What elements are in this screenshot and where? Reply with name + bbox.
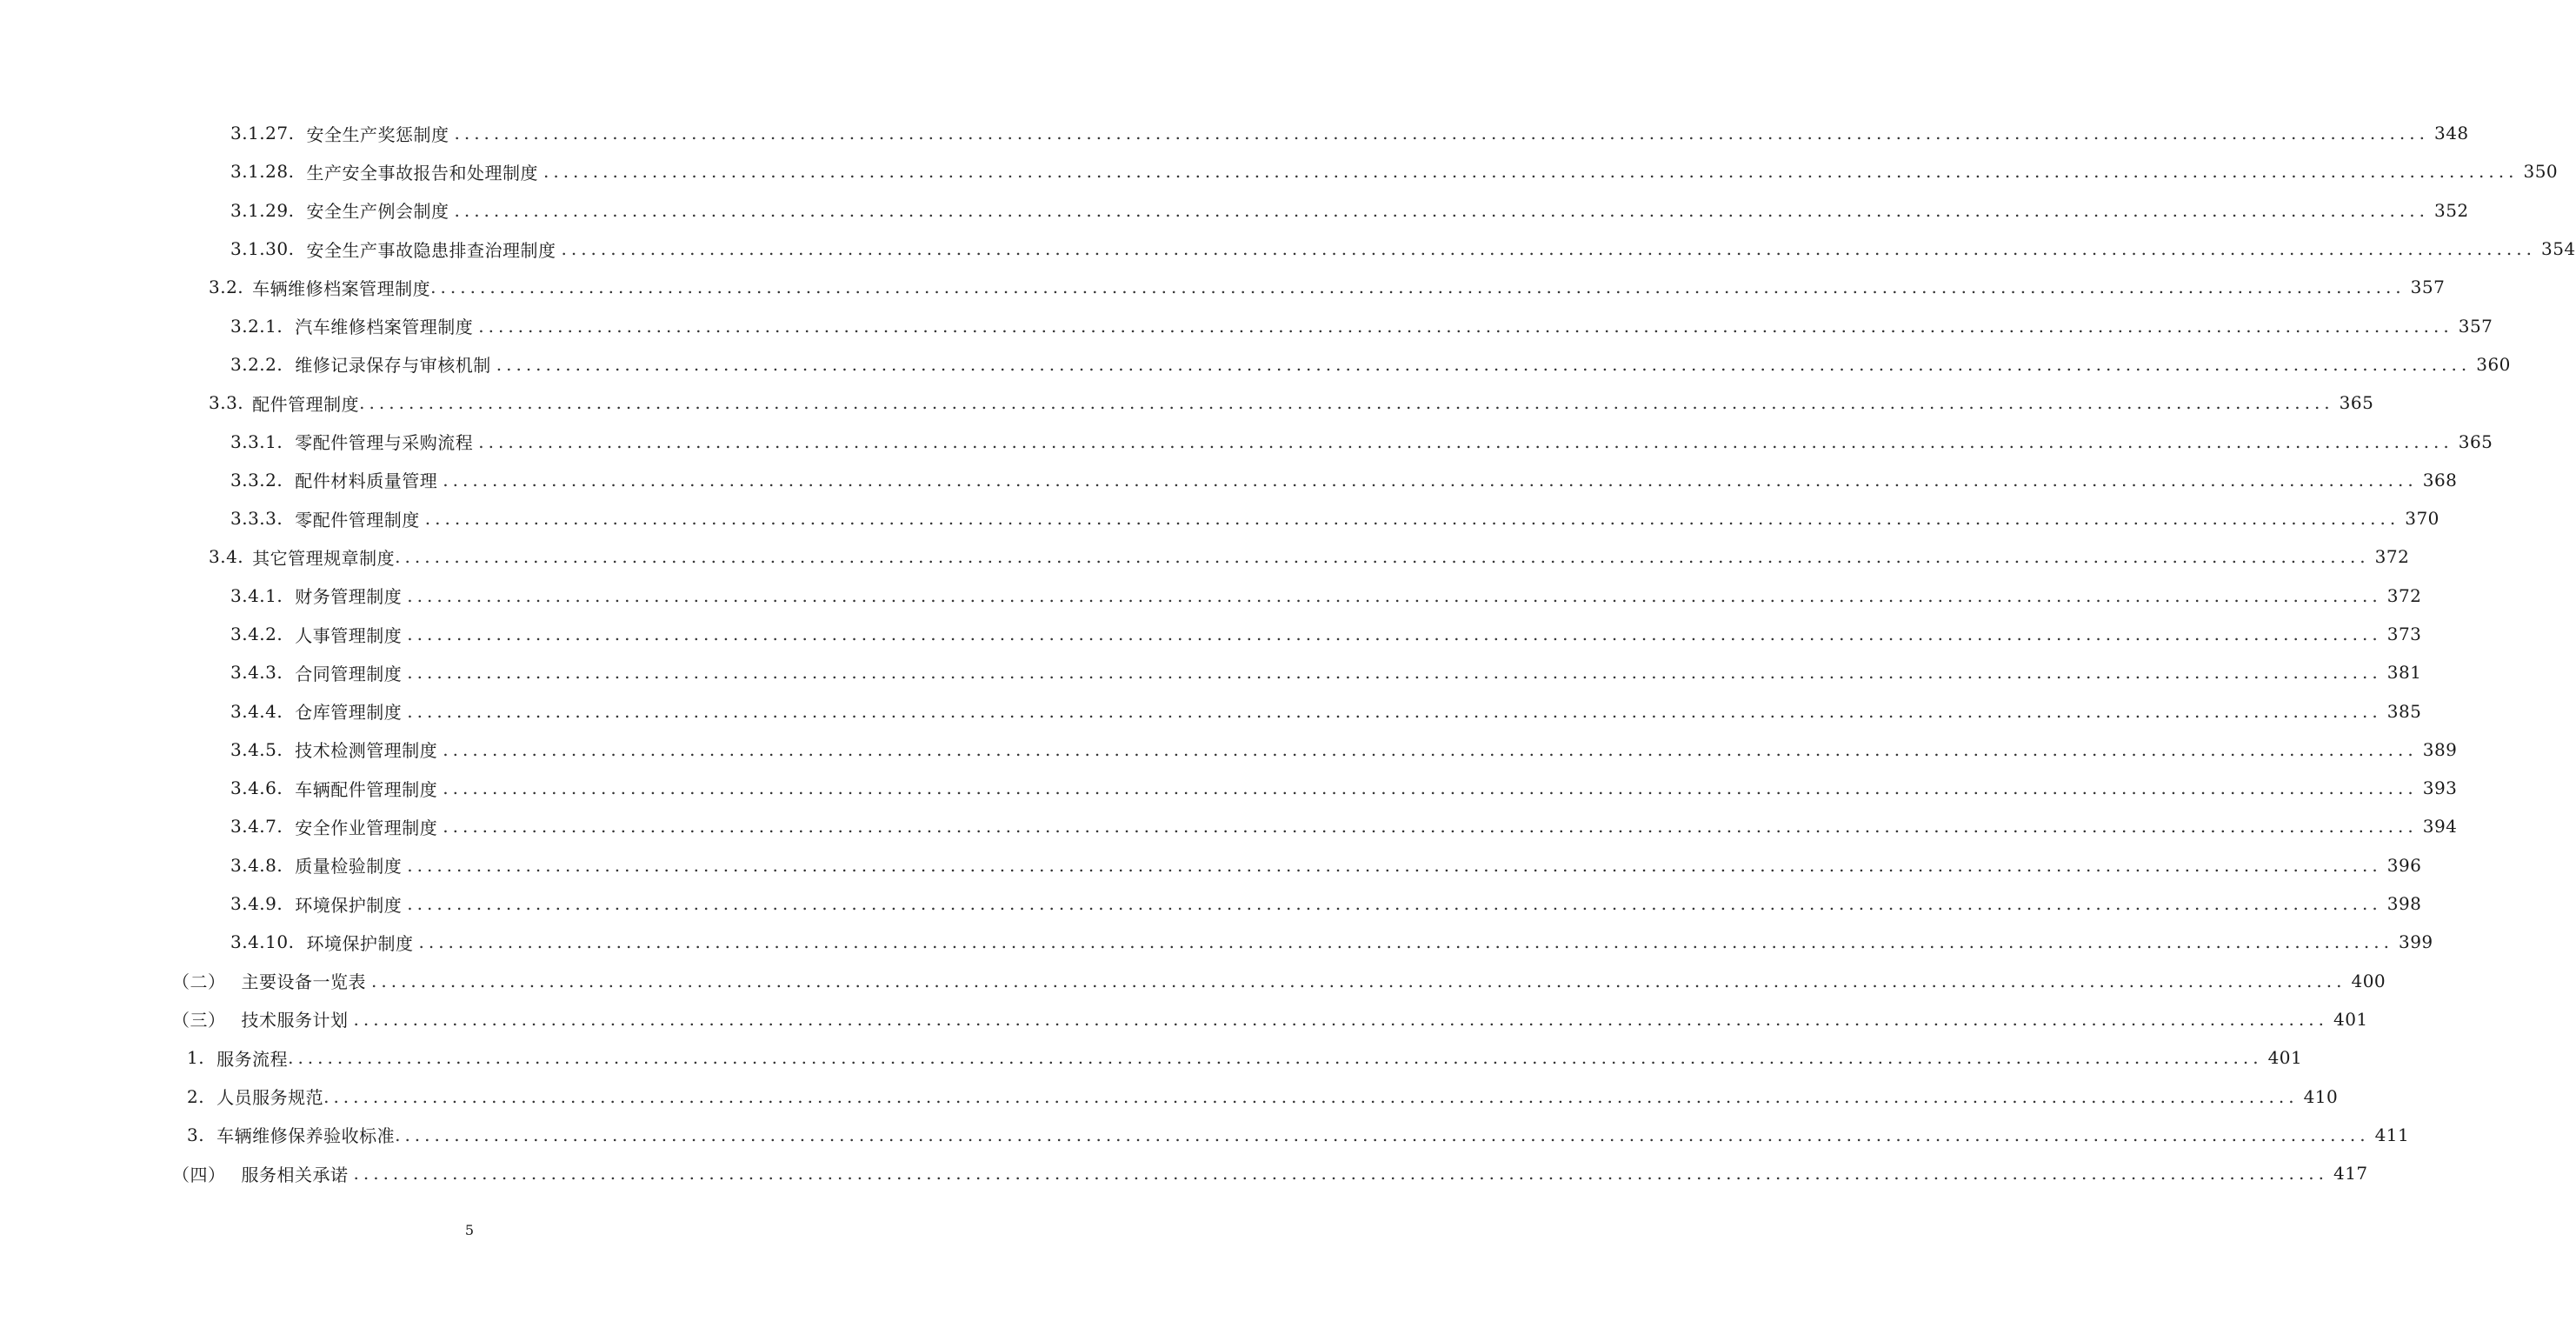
toc-entry-page: 354 <box>2540 238 2576 260</box>
toc-entry-title: 仓库管理制度 <box>295 702 403 724</box>
toc-entry[interactable] <box>0 191 2469 230</box>
toc-entry[interactable] <box>0 152 2559 190</box>
toc-entry[interactable] <box>0 268 2446 306</box>
toc-dot-leader: ........................................................................................................................................................................................................ <box>288 1047 2263 1069</box>
toc-dot-leader: ........................................................................................................................................................................................................ <box>478 430 2453 452</box>
toc-entry-title: 人事管理制度 <box>295 624 403 646</box>
toc-dot-leader: ........................................................................................................................................................................................................ <box>407 662 2382 684</box>
toc-entry-number: 3.2.2. <box>230 353 283 375</box>
toc-entry[interactable] <box>0 1077 2339 1115</box>
toc-entry[interactable] <box>0 461 2458 499</box>
toc-dot-leader: ........................................................................................................................................................................................................ <box>443 816 2418 838</box>
toc-entry-title: 安全生产例会制度 <box>306 201 449 223</box>
toc-dot-leader: ........................................................................................................................................................................................................ <box>395 1124 2370 1145</box>
toc-entry-title: 车辆维修档案管理制度 <box>252 277 431 299</box>
toc-entry-page: 372 <box>2374 546 2410 568</box>
toc-entry-title: 其它管理规章制度 <box>252 547 396 569</box>
toc-entry[interactable] <box>0 846 2422 884</box>
toc-entry-number: 3.4.3. <box>230 662 283 684</box>
toc-entry-number: 3.4.1. <box>230 584 283 606</box>
toc-entry-page: 401 <box>2267 1047 2303 1069</box>
toc-dot-leader: ........................................................................................................................................................................................................ <box>443 777 2418 799</box>
toc-entry[interactable] <box>0 499 2440 537</box>
toc-dot-leader: ........................................................................................................................................................................................................ <box>443 469 2418 490</box>
toc-dot-leader: ........................................................................................................................................................................................................ <box>353 1008 2328 1030</box>
toc-dot-leader: ........................................................................................................................................................................................................ <box>430 277 2406 298</box>
toc-entry-page: 350 <box>2523 161 2559 183</box>
toc-entry-number: 3.4.10. <box>230 931 295 953</box>
toc-entry-page: 417 <box>2333 1163 2368 1185</box>
toc-entry[interactable] <box>0 615 2422 653</box>
toc-entry-title: 汽车维修档案管理制度 <box>295 317 474 338</box>
toc-entry[interactable] <box>0 653 2422 691</box>
toc-dot-leader: ........................................................................................................................................................................................................ <box>496 353 2472 375</box>
toc-entry[interactable] <box>0 114 2469 152</box>
toc-entry[interactable] <box>0 731 2458 769</box>
toc-dot-leader: ........................................................................................................................................................................................................ <box>478 315 2453 337</box>
toc-entry-number: 3. <box>187 1124 205 1145</box>
toc-entry[interactable] <box>0 962 2386 1000</box>
toc-dot-leader: ........................................................................................................................................................................................................ <box>407 700 2382 722</box>
toc-entry-number: 3.3.1. <box>230 430 283 452</box>
toc-entry-title: 车辆配件管理制度 <box>295 778 438 800</box>
toc-entry[interactable] <box>0 769 2458 807</box>
toc-dot-leader: ........................................................................................................................................................................................................ <box>443 738 2418 760</box>
toc-entry-page: 410 <box>2303 1085 2339 1107</box>
toc-dot-leader: ........................................................................................................................................................................................................ <box>407 584 2382 606</box>
toc-entry-number: 3.3.3. <box>230 508 283 530</box>
toc-entry-number: （二） <box>172 971 226 993</box>
toc-entry-number: 3.3. <box>209 392 244 414</box>
toc-dot-leader: ........................................................................................................................................................................................................ <box>542 161 2519 183</box>
toc-entry-number: 3.4.9. <box>230 893 283 915</box>
toc-entry[interactable] <box>0 537 2410 576</box>
toc-entry-title: 质量检验制度 <box>295 856 403 878</box>
toc-entry-number: 3.2. <box>209 277 244 298</box>
toc-entry[interactable] <box>0 923 2433 961</box>
toc-entry-title: 零配件管理与采购流程 <box>295 432 474 454</box>
toc-entry[interactable] <box>0 384 2374 422</box>
toc-dot-leader: ........................................................................................................................................................................................................ <box>454 199 2429 221</box>
toc-entry[interactable] <box>0 807 2458 845</box>
toc-entry-number: 3.1.27. <box>230 123 295 144</box>
toc-dot-leader: ........................................................................................................................................................................................................ <box>359 392 2334 414</box>
toc-entry-number: 3.1.29. <box>230 199 295 221</box>
toc-entry-page: 381 <box>2386 662 2422 684</box>
toc-entry-page: 357 <box>2410 277 2446 298</box>
toc-entry-title: 技术服务计划 <box>241 1010 349 1031</box>
toc-entry-page: 373 <box>2386 624 2422 644</box>
toc-entry-number: 3.1.28. <box>230 161 295 183</box>
toc-dot-leader: ........................................................................................................................................................................................................ <box>418 931 2393 953</box>
toc-entry-number: （四） <box>172 1164 226 1185</box>
toc-dot-leader: ........................................................................................................................................................................................................ <box>561 238 2536 260</box>
toc-entry-page: 372 <box>2386 584 2422 606</box>
toc-entry-title: 配件管理制度 <box>252 393 360 415</box>
toc-entry-page: 394 <box>2422 816 2458 838</box>
toc-dot-leader: ........................................................................................................................................................................................................ <box>407 854 2382 876</box>
toc-entry-number: 3.3.2. <box>230 469 283 490</box>
toc-entry[interactable] <box>0 884 2422 923</box>
toc-entry-number: 3.4.8. <box>230 854 283 876</box>
toc-entry-title: 生产安全事故报告和处理制度 <box>306 162 538 184</box>
toc-entry-page: 352 <box>2433 199 2469 221</box>
toc-entry-title: 安全生产事故隐患排查治理制度 <box>306 239 556 261</box>
toc-entry-title: 技术检测管理制度 <box>295 740 438 762</box>
toc-entry-page: 360 <box>2476 353 2511 375</box>
toc-entry-number: 3.4.6. <box>230 777 283 799</box>
toc-entry-number: 1. <box>187 1047 205 1069</box>
toc-entry-page: 385 <box>2386 700 2422 722</box>
toc-entry-title: 安全生产奖惩制度 <box>306 123 449 145</box>
toc-dot-leader: ........................................................................................................................................................................................................ <box>424 508 2400 530</box>
toc-entry-title: 服务相关承诺 <box>241 1164 349 1185</box>
toc-entry-page: 368 <box>2422 469 2458 490</box>
toc-entry-title: 环境保护制度 <box>306 932 414 954</box>
toc-entry-number: 3.4.4. <box>230 700 283 722</box>
toc-entry-page: 411 <box>2374 1124 2410 1145</box>
toc-entry-number: 3.4.7. <box>230 816 283 838</box>
toc-entry-number: 3.4. <box>209 546 244 568</box>
toc-dot-leader: ........................................................................................................................................................................................................ <box>407 624 2382 644</box>
toc-dot-leader: ........................................................................................................................................................................................................ <box>395 546 2370 568</box>
toc-entry[interactable] <box>0 422 2493 460</box>
toc-entry-number: 3.4.5. <box>230 738 283 760</box>
toc-entry-page: 357 <box>2458 315 2493 337</box>
toc-entry-title: 主要设备一览表 <box>241 971 366 993</box>
toc-entry[interactable] <box>0 691 2422 730</box>
toc-entry-page: 389 <box>2422 738 2458 760</box>
toc-entry-page: 370 <box>2405 508 2440 530</box>
table-of-contents <box>0 114 2576 1192</box>
toc-dot-leader: ........................................................................................................................................................................................................ <box>371 970 2346 991</box>
toc-entry-title: 人员服务规范 <box>216 1087 324 1109</box>
toc-entry-title: 车辆维修保养验收标准 <box>216 1125 396 1147</box>
toc-entry[interactable] <box>0 577 2422 615</box>
toc-entry[interactable] <box>0 1154 2368 1192</box>
toc-entry-number: 3.1.30. <box>230 238 295 260</box>
toc-entry-title: 配件材料质量管理 <box>295 470 438 492</box>
toc-entry-number: 3.2.1. <box>230 315 283 337</box>
toc-dot-leader: ........................................................................................................................................................................................................ <box>353 1163 2328 1185</box>
toc-entry[interactable] <box>0 306 2493 344</box>
toc-entry-page: 365 <box>2458 430 2493 452</box>
toc-entry-page: 396 <box>2386 854 2422 876</box>
toc-entry-page: 400 <box>2351 970 2386 991</box>
toc-entry-title: 零配件管理制度 <box>295 509 420 531</box>
toc-entry-page: 393 <box>2422 777 2458 799</box>
toc-entry-number: （三） <box>172 1010 226 1031</box>
toc-entry-number: 2. <box>187 1085 205 1107</box>
toc-dot-leader: ........................................................................................................................................................................................................ <box>323 1085 2299 1107</box>
toc-entry-page: 401 <box>2333 1008 2368 1030</box>
toc-entry-number: 3.4.2. <box>230 624 283 644</box>
page-number: 5 <box>464 1222 475 1238</box>
toc-entry-title: 财务管理制度 <box>295 586 403 608</box>
toc-entry[interactable] <box>0 1000 2368 1038</box>
toc-entry[interactable] <box>0 1116 2410 1154</box>
toc-entry-title: 维修记录保存与审核机制 <box>295 355 491 377</box>
toc-entry-title: 安全作业管理制度 <box>295 817 438 838</box>
toc-entry-title: 环境保护制度 <box>295 894 403 916</box>
toc-dot-leader: ........................................................................................................................................................................................................ <box>454 123 2429 144</box>
toc-entry[interactable] <box>0 230 2576 268</box>
toc-entry-title: 合同管理制度 <box>295 663 403 684</box>
toc-entry[interactable] <box>0 1038 2303 1077</box>
toc-entry-page: 348 <box>2433 123 2469 144</box>
toc-dot-leader: ........................................................................................................................................................................................................ <box>407 893 2382 915</box>
toc-entry-title: 服务流程 <box>216 1048 289 1070</box>
toc-entry[interactable] <box>0 345 2511 384</box>
toc-entry-page: 365 <box>2339 392 2374 414</box>
toc-entry-page: 399 <box>2398 931 2433 953</box>
toc-entry-page: 398 <box>2386 893 2422 915</box>
